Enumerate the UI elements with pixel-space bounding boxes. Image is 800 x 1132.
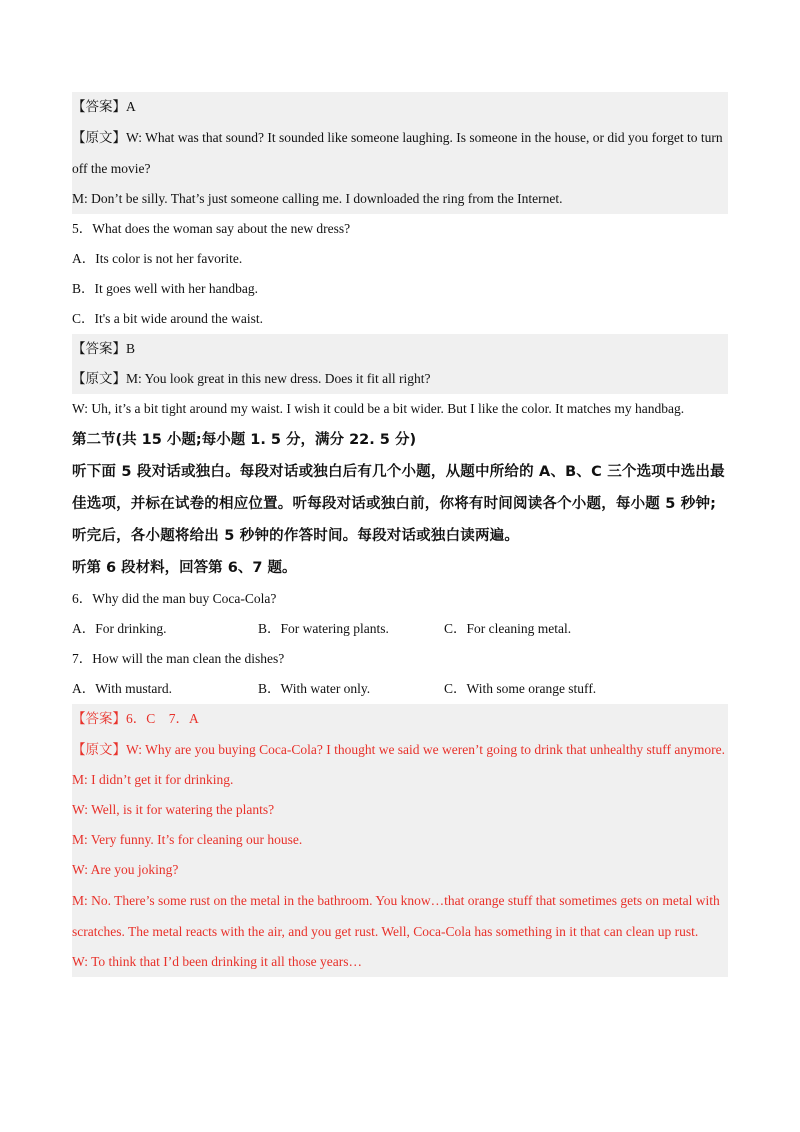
answer-line: 【答案】6．C 7．A [72, 711, 199, 726]
option-b: B．For watering plants. [258, 621, 389, 636]
transcript-line: M: No. There’s some rust on the metal in the bathroom. You know…that orange stuff that sometimes gets on metal with scratches. The metal reacts with the air, and you get rust. Well, Coca-Cola has something in it that can clean up rust. [72, 893, 720, 939]
answer-block-1 [72, 92, 728, 214]
option-a: A．For drinking. [72, 621, 167, 636]
question-7 [72, 644, 728, 704]
answer-block-3 [72, 704, 728, 977]
answer-line: 【答案】B [72, 341, 136, 356]
document-page [72, 92, 728, 977]
transcript-line: W: Are you joking? [72, 862, 179, 877]
question-5 [72, 214, 728, 334]
options-row [72, 614, 728, 644]
option-a: A．With mustard. [72, 681, 172, 696]
options-row [72, 674, 728, 704]
option-b: B．It goes well with her handbag. [72, 281, 258, 296]
transcript-line: M: Don’t be silly. That’s just someone calling me. I downloaded the ring from the Internet. [72, 191, 563, 206]
transcript-line: 【原文】M: You look great in this new dress. Does it fit all right? [72, 371, 431, 386]
transcript-line: M: Very funny. It’s for cleaning our house. [72, 832, 303, 847]
transcript-line: 【原文】W: What was that sound? It sounded like someone laughing. Is someone in the house, or did you forget to turn off the movie? [72, 130, 723, 176]
answer-block-2 [72, 334, 728, 424]
transcript-line: 【原文】W: Why are you buying Coca-Cola? I thought we said we weren’t going to drink that unhealthy stuff anymore. [72, 742, 725, 757]
material-heading: 听第 6 段材料，回答第 6、7 题。 [72, 560, 297, 576]
transcript-line: M: I didn’t get it for drinking. [72, 772, 234, 787]
question-text: 7．How will the man clean the dishes? [72, 651, 285, 666]
question-text: 6．Why did the man buy Coca-Cola? [72, 591, 277, 606]
transcript-line: W: Well, is it for watering the plants? [72, 802, 275, 817]
section-header [72, 424, 728, 584]
question-6 [72, 584, 728, 644]
transcript-line: W: Uh, it’s a bit tight around my waist. I wish it could be a bit wider. But I like the color. It matches my handbag. [72, 401, 685, 416]
option-c: C．With some orange stuff. [444, 681, 597, 696]
answer-line: 【答案】A [72, 99, 136, 114]
section-instruction: 听下面 5 段对话或独白。每段对话或独白后有几个小题，从题中所给的 A、B、C 三个选项中选出最佳选项，并标在试卷的相应位置。听每段对话或独白前，你将有时间阅读各个小题，每小题 5 秒钟;听完后，各小题将给出 5 秒钟的作答时间。每段对话或独白读两遍。 [72, 464, 725, 544]
section-title: 第二节(共 15 小题;每小题 1. 5 分，满分 22. 5 分) [72, 432, 417, 448]
question-text: 5．What does the woman say about the new dress? [72, 221, 351, 236]
option-b: B．With water only. [258, 681, 371, 696]
option-c: C．It's a bit wide around the waist. [72, 311, 264, 326]
option-c: C．For cleaning metal. [444, 621, 572, 636]
option-a: A．Its color is not her favorite. [72, 251, 243, 266]
transcript-line: W: To think that I’d been drinking it all those years… [72, 954, 362, 969]
